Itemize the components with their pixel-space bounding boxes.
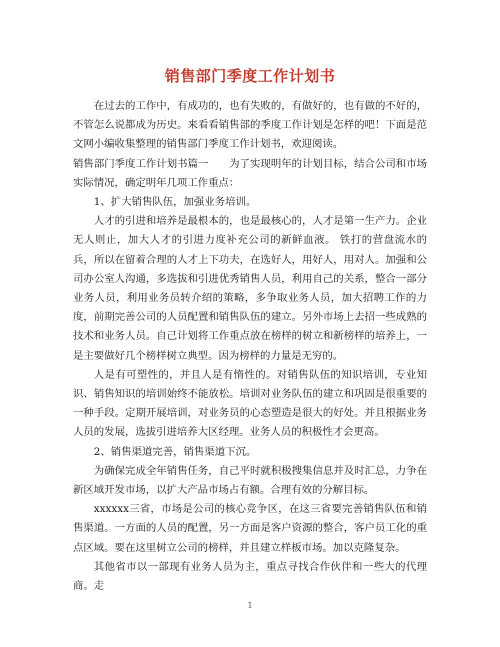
paragraph: 在过去的工作中，有成功的，也有失败的，有做好的，也有做的不好的，不管怎么说都成为历史。来看看销售部的季度工作计划是怎样的吧！下面是范文网小编收集整理的销售部门季度工作计划书，欢迎阅读。 bbox=[73, 100, 427, 151]
paragraph: 销售部门季度工作计划书篇一 为了实现明年的计划目标，结合公司和市场实际情况，确定明年几项工作重点： bbox=[73, 157, 427, 189]
paragraph: 人是有可塑性的，并且人是有惰性的。对销售队伍的知识培训，专业知识、销售知识的培训始终不能放松。培训对业务队伍的建立和巩固是很重要的一种手段。定期开展培训，对业务员的心态塑造是很大的好处。并且根据业务人员的发展，选拔引进培养大区经理。业务人员的积极性才会更高。 bbox=[73, 368, 427, 439]
paragraph: xxxxxx三省，市场是公司的核心竞争区，在这三省要完善销售队伍和销售渠道。一方面的人员的配置，另一方面是客户资源的整合，客户员工化的重点区域。要在这里树立公司的榜样，并且建立样板市场。加以克隆复杂。 bbox=[73, 503, 427, 554]
paragraph: 为确保完成全年销售任务，自己平时就积极搜集信息并及时汇总，力争在新区域开发市场，以扩大产品市场占有额。合理有效的分解目标。 bbox=[73, 464, 427, 497]
document-body bbox=[73, 97, 427, 596]
section-heading: 2、销售渠道完善，销售渠道下沉。 bbox=[93, 445, 257, 458]
paragraph: 其他省市以一部现有业务人员为主，重点寻找合作伙伴和一些大的代理商。走 bbox=[73, 560, 427, 593]
page-number: 1 bbox=[247, 601, 253, 610]
section-heading: 1、扩大销售队伍，加强业务培训。 bbox=[93, 196, 257, 209]
document-title: 销售部门季度工作计划书 bbox=[164, 67, 336, 85]
paragraph: 人才的引进和培养是最根本的，也是最核心的，人才是第一生产力。企业无人则止，加大人才的引进力度补充公司的新鲜血液。 铁打的营盘流水的兵，所以在留着合理的人才上下功夫，在选好人，用好人，用对人。加强和公司办公室人沟通，多选拔和引进优秀销售人员，利用自己的关系，整合一部分业务人员，利用业务员转介绍的策略，多争取业务人员，加大招聘工作的力度，前期完善公司的人员配置和销售队伍的建立。另外市场上去招一些成熟的技术和业务人员。自己计划将工作重点放在榜样的树立和新榜样的培养上，一是主要做好几个榜样树立典型。因为榜样的力量是无穷的。 bbox=[73, 215, 427, 362]
